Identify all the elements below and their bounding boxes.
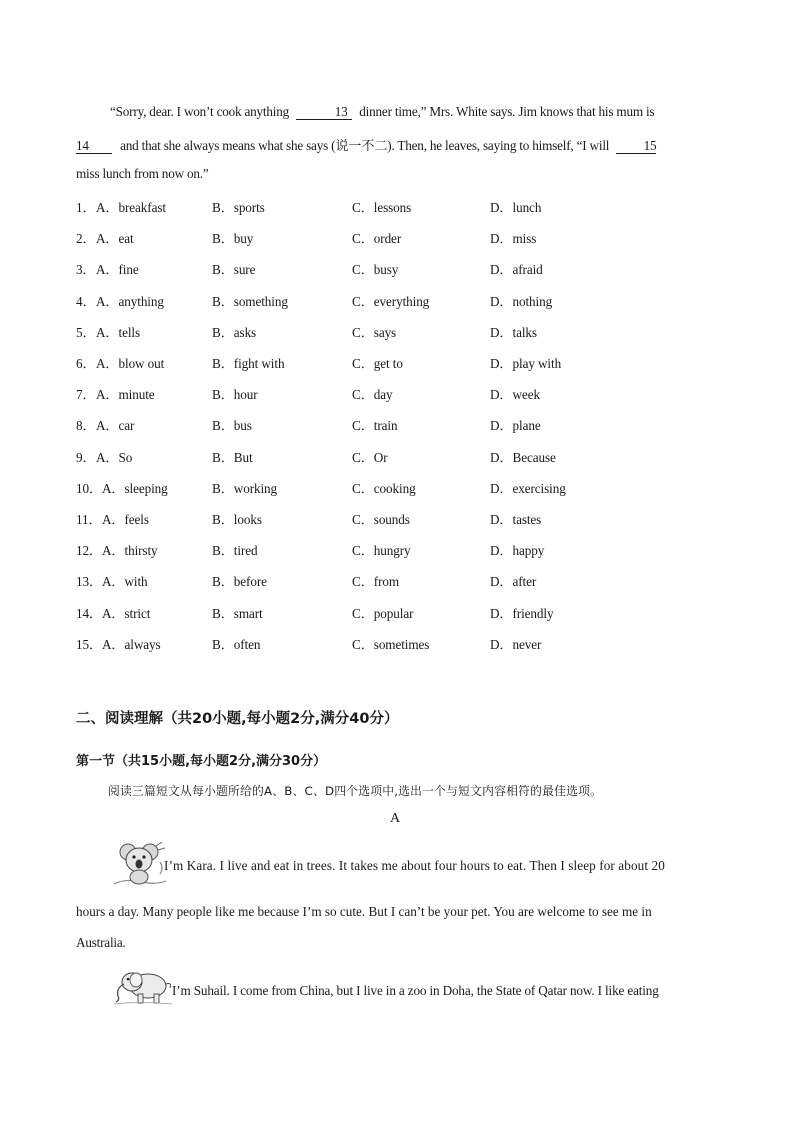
option-c: C．popular xyxy=(352,605,414,621)
suhail-text-1: I’m Suhail. I come from China, but I live in a zoo in Doha, the State of Qatar now. I like eating xyxy=(172,983,659,998)
question-row xyxy=(76,384,676,402)
blank-15: 15 xyxy=(616,139,656,154)
question-row xyxy=(76,259,676,277)
option-c: C．get to xyxy=(352,356,403,371)
option-d: D．afraid xyxy=(490,262,543,278)
option-d: D．after xyxy=(490,574,537,590)
option-d: D．exercising xyxy=(490,480,566,496)
option-b: B．buy xyxy=(212,231,254,247)
question-number: 4． xyxy=(76,293,96,309)
question-row xyxy=(76,509,676,527)
option-d: D．lunch xyxy=(490,200,542,215)
option-a: A．sleeping xyxy=(102,480,168,496)
option-b: B．But xyxy=(212,449,253,465)
question-row xyxy=(76,353,676,371)
koala-icon xyxy=(112,838,168,888)
question-number: 3． xyxy=(76,262,96,278)
question-number: 10． xyxy=(76,480,103,496)
option-b: B．working xyxy=(212,480,278,496)
option-b: B．tired xyxy=(212,543,258,559)
option-c: C．day xyxy=(352,387,393,403)
option-b: B．fight with xyxy=(212,356,285,371)
blank-13: 13 xyxy=(296,105,352,120)
question-number: 1． xyxy=(76,200,96,215)
option-b: B．sports xyxy=(212,200,265,215)
option-c: C．order xyxy=(352,231,402,247)
question-number: 6． xyxy=(76,356,96,371)
question-row xyxy=(76,322,676,340)
question-number: 15． xyxy=(76,636,103,652)
question-number: 14． xyxy=(76,605,103,621)
question-number: 12． xyxy=(76,543,103,559)
option-d: D．happy xyxy=(490,543,545,559)
option-a: A．blow out xyxy=(96,356,165,371)
question-row xyxy=(76,634,676,652)
option-a: A．thirsty xyxy=(102,543,158,559)
option-d: D．plane xyxy=(490,418,541,434)
option-b: B．something xyxy=(212,293,288,309)
option-a: A．strict xyxy=(102,605,151,621)
option-d: D．play with xyxy=(490,356,562,371)
question-row xyxy=(76,571,676,589)
option-c: C．from xyxy=(352,574,400,590)
question-row xyxy=(76,478,676,496)
option-b: B．before xyxy=(212,574,267,590)
option-d: D．nothing xyxy=(490,293,553,309)
question-row xyxy=(76,540,676,558)
question-number: 9． xyxy=(76,449,96,465)
option-d: D．Because xyxy=(490,449,556,465)
option-d: D．talks xyxy=(490,324,537,340)
question-row xyxy=(76,447,676,465)
option-a: A．always xyxy=(102,636,161,652)
question-row xyxy=(76,228,676,246)
option-b: B．hour xyxy=(212,387,258,403)
question-number: 5． xyxy=(76,324,96,340)
instruction-text: 阅读三篇短文从每小题所给的A、B、C、D四个选项中,选出一个与短文内容相符的最佳选项。 xyxy=(108,784,603,798)
option-b: B．often xyxy=(212,636,261,652)
option-c: C．everything xyxy=(352,293,430,309)
cloze-text-1b: dinner time,” Mrs. White says. Jim knows that his mum is xyxy=(359,104,655,119)
question-number: 7． xyxy=(76,387,96,403)
blank-14: 14 xyxy=(76,139,112,154)
option-c: C．train xyxy=(352,418,398,434)
kara-text-2: hours a day. Many people like me because I’m so cute. But I can’t be your pet. You are welcome to see me in xyxy=(76,904,652,919)
cloze-text-1a: “Sorry, dear. I won’t cook anything xyxy=(110,104,290,119)
option-c: C．says xyxy=(352,324,397,340)
section-subheading: 第一节（共15小题,每小题2分,满分30分） xyxy=(76,754,327,769)
option-c: C．Or xyxy=(352,449,388,465)
option-d: D．never xyxy=(490,636,542,652)
option-c: C．busy xyxy=(352,262,399,278)
question-row xyxy=(76,603,676,621)
cloze-line-3: miss lunch from now on.” xyxy=(76,166,209,181)
option-c: C．hungry xyxy=(352,543,411,559)
option-d: D．miss xyxy=(490,231,537,247)
kara-text-3: Australia. xyxy=(76,935,126,950)
cloze-text-2: and that she always means what she says (说一不二). Then, he leaves, saying to himself, “I will xyxy=(120,138,610,153)
question-row xyxy=(76,197,676,215)
option-c: C．cooking xyxy=(352,480,416,496)
kara-text-1: I’m Kara. I live and eat in trees. It takes me about four hours to eat. Then I sleep for about 20 xyxy=(164,858,665,873)
question-row xyxy=(76,415,676,433)
option-a: A．So xyxy=(96,449,133,465)
option-a: A．car xyxy=(96,418,135,434)
option-a: A．fine xyxy=(96,262,139,278)
option-c: C．sounds xyxy=(352,512,410,527)
option-a: A．minute xyxy=(96,387,155,403)
cloze-line-1 xyxy=(76,104,718,120)
passage-label: A xyxy=(390,811,401,826)
elephant-icon xyxy=(112,966,174,1006)
option-c: C．lessons xyxy=(352,200,412,215)
option-d: D．friendly xyxy=(490,605,554,621)
question-number: 8． xyxy=(76,418,96,434)
question-row xyxy=(76,291,676,309)
option-b: B．bus xyxy=(212,418,252,434)
option-b: B．sure xyxy=(212,262,256,278)
option-a: A．eat xyxy=(96,231,134,247)
option-a: A．anything xyxy=(96,293,164,309)
option-c: C．sometimes xyxy=(352,636,430,652)
question-number: 11． xyxy=(76,512,102,527)
cloze-line-2 xyxy=(76,135,718,154)
option-b: B．smart xyxy=(212,605,263,621)
option-b: B．looks xyxy=(212,512,262,527)
option-d: D．tastes xyxy=(490,512,542,527)
option-a: A．with xyxy=(102,574,148,590)
question-number: 2． xyxy=(76,231,96,247)
option-a: A．tells xyxy=(96,324,140,340)
option-a: A．feels xyxy=(102,512,149,527)
section-heading: 二、阅读理解（共20小题,每小题2分,满分40分） xyxy=(76,711,399,727)
option-a: A．breakfast xyxy=(96,200,166,215)
option-d: D．week xyxy=(490,387,540,403)
option-b: B．asks xyxy=(212,324,257,340)
question-number: 13． xyxy=(76,574,103,590)
